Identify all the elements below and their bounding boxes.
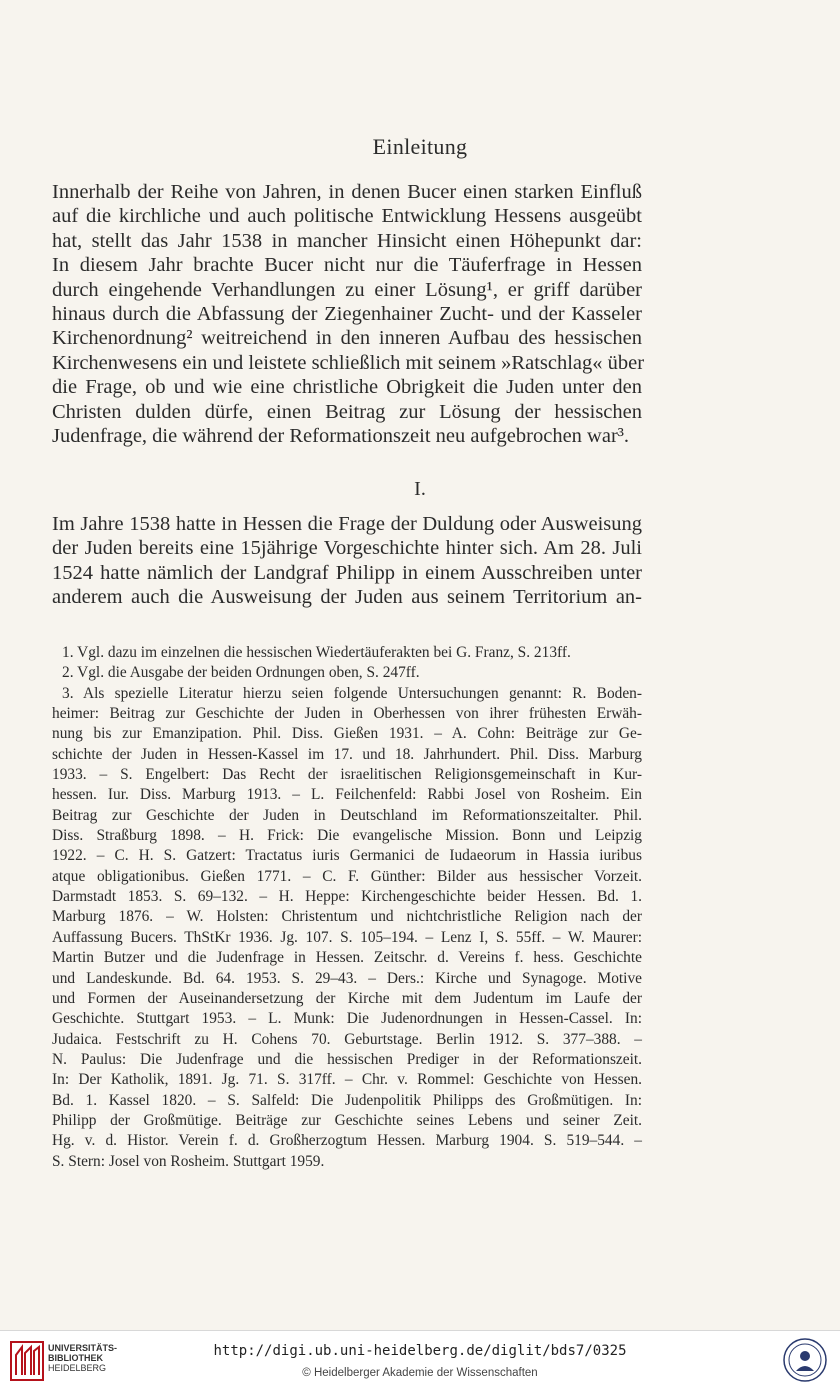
footnote-line: Darmstadt 1853. S. 69–132. – H. Heppe: Kirchengeschichte beider Hessen. Bd. 1.: [52, 888, 642, 906]
footnote-line: und Formen der Auseinandersetzung der Kirche mit dem Judentum im Laufe der: [52, 989, 642, 1007]
section-heading: I.: [414, 478, 426, 500]
footnote-line: Martin Butzer und die Judenfrage in Hessen. Zeitschr. d. Vereins f. hess. Geschichte: [52, 949, 642, 967]
text-line: anderem auch die Ausweisung der Juden aus seinem Territorium an-: [52, 586, 642, 609]
footnote-line: hessen. Iur. Diss. Marburg 1913. – L. Feilchenfeld: Rabbi Josel von Rosheim. Ein: [52, 786, 642, 804]
section-paragraph: [52, 512, 642, 610]
text-line: der Juden bereits eine 15jährige Vorgeschichte hinter sich. Am 28. Juli: [52, 537, 642, 560]
text-line: die Frage, ob und wie eine christliche Obrigkeit die Juden unter den: [52, 376, 642, 399]
text-line: In diesem Jahr brachte Bucer nicht nur die Täuferfrage in Hessen: [52, 254, 642, 277]
text-line: durch eingehende Verhandlungen zu einer Lösung¹, er griff darüber: [52, 278, 642, 301]
footnote-line: 3. Als spezielle Literatur hierzu seien folgende Untersuchungen genannt: R. Boden-: [62, 684, 642, 702]
intro-paragraph: [52, 180, 645, 448]
footnote-line: In: Der Katholik, 1891. Jg. 71. S. 317ff. – Chr. v. Rommel: Geschichte von Hessen.: [52, 1071, 642, 1089]
text-line: hinaus durch die Abfassung der Ziegenhainer Zucht- und der Kasseler: [52, 303, 642, 326]
text-line: Christen dulden dürfe, einen Beitrag zur Lösung der hessischen: [52, 400, 642, 423]
copyright-notice: © Heidelberger Akademie der Wissenschaften: [302, 1367, 538, 1379]
library-name-line: HEIDELBERG: [48, 1363, 107, 1373]
text-line: Kirchenordnung² weitreichend in den inneren Aufbau des hessischen: [52, 327, 642, 350]
footnote-line: Philipp der Großmütige. Beiträge zur Geschichte seines Lebens und seiner Zeit.: [52, 1111, 642, 1129]
library-name-line: BIBLIOTHEK: [48, 1353, 103, 1363]
footnote-line: schichte der Juden in Hessen-Kassel im 17. und 18. Jahrhundert. Phil. Diss. Marburg: [52, 745, 642, 763]
text-line: hat, stellt das Jahr 1538 in mancher Hinsicht einen Höhepunkt dar:: [52, 229, 642, 252]
footnote-line: Marburg 1876. – W. Holsten: Christentum und nichtchristliche Religion nach der: [52, 908, 642, 926]
footnote-line: atque obligationibus. Gießen 1771. – C. F. Günther: Bilder aus hessischer Vorzeit.: [52, 867, 642, 885]
footnote-line: Bd. 1. Kassel 1820. – S. Salfeld: Die Judenpolitik Philipps des Großmütigen. In:: [52, 1091, 642, 1109]
footnote-line: 1933. – S. Engelbert: Das Recht der israelitischen Religionsgemeinschaft in Kur-: [52, 766, 642, 784]
footnote-line: 1922. – C. H. S. Gatzert: Tractatus iuris Germanici de Iudaeorum in Hassia iuribus: [52, 847, 642, 865]
text-line: Im Jahre 1538 hatte in Hessen die Frage der Duldung oder Ausweisung: [52, 513, 642, 535]
academy-seal-icon: [782, 1337, 828, 1383]
footnote-line: nung bis zur Emanzipation. Phil. Diss. Gießen 1931. – A. Cohn: Beiträge zur Ge-: [52, 725, 642, 743]
text-line: 1524 hatte nämlich der Landgraf Philipp in einem Ausschreiben unter: [52, 561, 642, 584]
text-line: Judenfrage, die während der Reformationszeit neu aufgebrochen war³.: [52, 425, 630, 448]
footnote-line: Auffassung Bucers. ThStKr 1936. Jg. 107. S. 105–194. – Lenz I, S. 55ff. – W. Maurer:: [52, 928, 642, 946]
footnotes: [52, 643, 642, 1172]
footnote-line: 1. Vgl. dazu im einzelnen die hessischen Wiedertäuferakten bei G. Franz, S. 213ff.: [62, 644, 571, 661]
footnote-line: Geschichte. Stuttgart 1953. – L. Munk: Die Judenordnungen in Hessen-Cassel. In:: [52, 1010, 642, 1028]
library-name-line: UNIVERSITÄTS-: [48, 1343, 118, 1353]
footnote-line: Beitrag zur Geschichte der Juden in Deutschland im Reformationszeitalter. Phil.: [52, 806, 642, 824]
footnote-line: S. Stern: Josel von Rosheim. Stuttgart 1959.: [52, 1152, 325, 1170]
footnote-line: heimer: Beitrag zur Geschichte der Juden in Oberhessen von ihrer frühesten Erwäh-: [52, 705, 642, 723]
permalink-url[interactable]: http://digi.ub.uni-heidelberg.de/diglit/bds7/0325: [213, 1343, 627, 1359]
footnote-line: Diss. Straßburg 1898. – H. Frick: Die evangelische Mission. Bonn und Leipzig: [52, 827, 642, 845]
footnote-line: N. Paulus: Die Judenfrage und die hessischen Prediger in der Reformationszeit.: [52, 1050, 642, 1068]
footnote-line: Judaica. Festschrift zu H. Cohens 70. Geburtstage. Berlin 1912. S. 377–388. –: [52, 1030, 642, 1048]
footnote-line: 2. Vgl. die Ausgabe der beiden Ordnungen oben, S. 247ff.: [62, 664, 420, 682]
viewer-footer: [0, 1330, 840, 1391]
page-title: Einleitung: [372, 134, 468, 159]
footnote-line: Hg. v. d. Histor. Verein f. d. Großherzogtum Hessen. Marburg 1904. S. 519–544. –: [52, 1132, 642, 1150]
text-line: auf die kirchliche und auch politische Entwicklung Hessens ausgeübt: [52, 205, 642, 228]
text-line: Innerhalb der Reihe von Jahren, in denen Bucer einen starken Einfluß: [52, 181, 642, 203]
footnote-line: und Landeskunde. Bd. 64. 1953. S. 29–43. – Ders.: Kirche und Synagoge. Motive: [52, 969, 642, 987]
text-line: Kirchenwesens ein und leistete schließlich mit seinem »Ratschlag« über: [52, 351, 645, 374]
